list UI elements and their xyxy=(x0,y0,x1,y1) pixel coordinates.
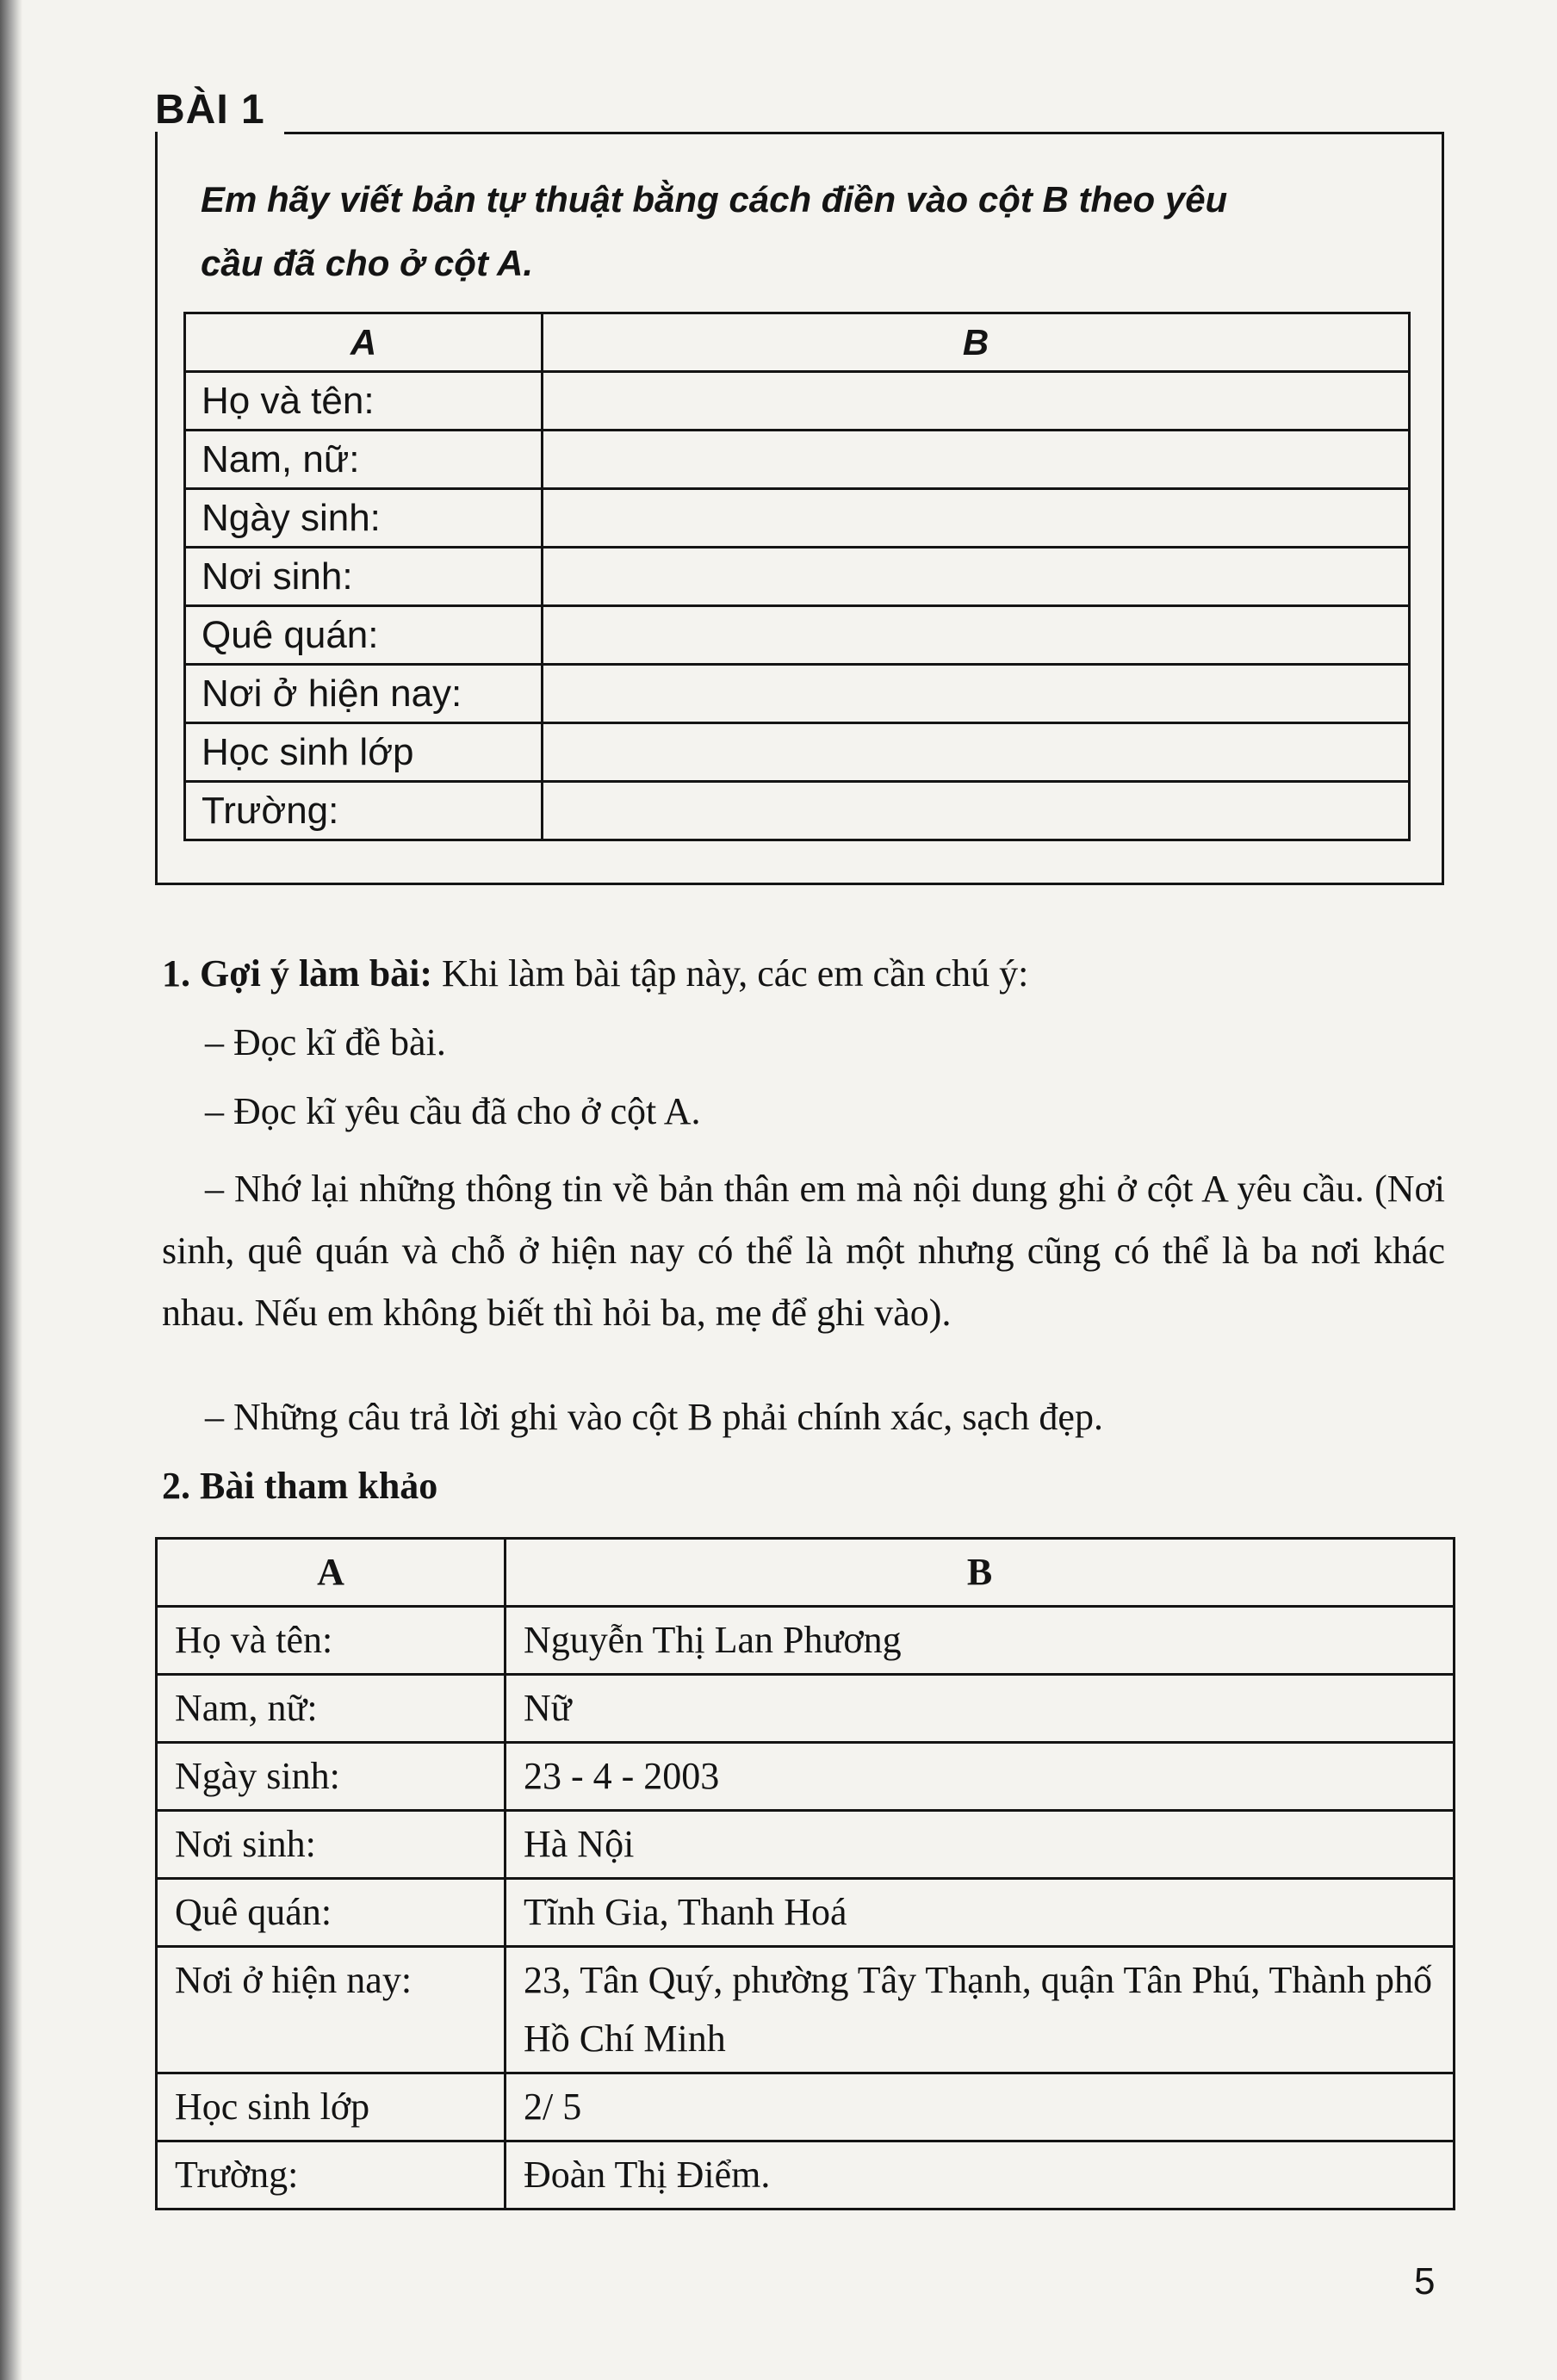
blank-form-table xyxy=(183,312,1411,841)
table-header-row xyxy=(157,1539,1455,1607)
field-value: Hà Nội xyxy=(506,1811,1455,1879)
table-row xyxy=(185,782,1410,840)
table-row xyxy=(185,548,1410,606)
hint-intro: Khi làm bài tập này, các em cần chú ý: xyxy=(442,952,1029,995)
hint-item-4: – Những câu trả lời ghi vào cột B phải chính xác, sạch đẹp. xyxy=(205,1396,1103,1438)
table-row xyxy=(157,1743,1455,1811)
field-label: Nơi ở hiện nay: xyxy=(185,665,543,723)
column-header-b: B xyxy=(506,1539,1455,1607)
exercise-instruction xyxy=(201,168,1424,295)
page-number: 5 xyxy=(1414,2260,1436,2303)
field-label: Trường: xyxy=(185,782,543,840)
hint-title: 1. Gợi ý làm bài: xyxy=(162,952,433,995)
field-value: 23 - 4 - 2003 xyxy=(506,1743,1455,1811)
field-label: Nam, nữ: xyxy=(157,1675,506,1743)
answer-cell[interactable] xyxy=(543,606,1410,665)
field-label: Nơi ở hiện nay: xyxy=(157,1947,506,2073)
field-value: Đoàn Thị Điểm. xyxy=(506,2141,1455,2210)
answer-cell[interactable] xyxy=(543,548,1410,606)
table-row xyxy=(157,1607,1455,1675)
answer-cell[interactable] xyxy=(543,665,1410,723)
table-row xyxy=(185,489,1410,548)
field-label: Học sinh lớp xyxy=(157,2073,506,2141)
field-label: Quê quán: xyxy=(157,1879,506,1947)
field-label: Nam, nữ: xyxy=(185,431,543,489)
answer-cell[interactable] xyxy=(543,489,1410,548)
field-value: Nguyễn Thị Lan Phương xyxy=(506,1607,1455,1675)
field-label: Ngày sinh: xyxy=(157,1743,506,1811)
field-label: Nơi sinh: xyxy=(185,548,543,606)
table-row xyxy=(185,606,1410,665)
table-row xyxy=(157,2073,1455,2141)
hint-item-3: – Nhớ lại những thông tin về bản thân em mà nội dung ghi ở cột A yêu cầu. (Nơi sinh, quê quán và chỗ ở hiện nay có thể là một nhưng cũng có thể là ba nơi khác nhau. Nếu em không biết thì hỏi ba, mẹ để ghi vào). xyxy=(162,1168,1445,1334)
table-header-row xyxy=(185,313,1410,372)
book-spine-shadow xyxy=(0,0,22,2380)
instruction-line-2: cầu đã cho ở cột A. xyxy=(201,243,534,283)
field-label: Họ và tên: xyxy=(185,372,543,431)
field-value: Tĩnh Gia, Thanh Hoá xyxy=(506,1879,1455,1947)
column-header-a: A xyxy=(185,313,543,372)
field-label: Ngày sinh: xyxy=(185,489,543,548)
table-row xyxy=(185,665,1410,723)
field-label: Học sinh lớp xyxy=(185,723,543,782)
column-header-b: B xyxy=(543,313,1410,372)
field-label: Họ và tên: xyxy=(157,1607,506,1675)
answer-cell[interactable] xyxy=(543,723,1410,782)
table-row xyxy=(157,1675,1455,1743)
field-label: Nơi sinh: xyxy=(157,1811,506,1879)
field-label: Trường: xyxy=(157,2141,506,2210)
field-value: 2/ 5 xyxy=(506,2073,1455,2141)
table-row xyxy=(157,1811,1455,1879)
reference-table xyxy=(155,1537,1455,2210)
reference-title: 2. Bài tham khảo xyxy=(162,1465,438,1507)
table-row xyxy=(157,1947,1455,2073)
field-value: Nữ xyxy=(506,1675,1455,1743)
table-row xyxy=(185,431,1410,489)
instruction-line-1: Em hãy viết bản tự thuật bằng cách điền vào cột B theo yêu xyxy=(201,179,1228,220)
hint-item-2: – Đọc kĩ yêu cầu đã cho ở cột A. xyxy=(205,1090,701,1132)
table-row xyxy=(157,2141,1455,2210)
table-row xyxy=(157,1879,1455,1947)
table-row xyxy=(185,372,1410,431)
hint-item-1: – Đọc kĩ đề bài. xyxy=(205,1021,446,1063)
answer-cell[interactable] xyxy=(543,431,1410,489)
exercise-label: BÀI 1 xyxy=(155,87,265,133)
hint-section xyxy=(162,951,1028,995)
field-value: 23, Tân Quý, phường Tây Thạnh, quận Tân Phú, Thành phố Hồ Chí Minh xyxy=(506,1947,1455,2073)
table-row xyxy=(185,723,1410,782)
column-header-a: A xyxy=(157,1539,506,1607)
answer-cell[interactable] xyxy=(543,782,1410,840)
field-label: Quê quán: xyxy=(185,606,543,665)
answer-cell[interactable] xyxy=(543,372,1410,431)
